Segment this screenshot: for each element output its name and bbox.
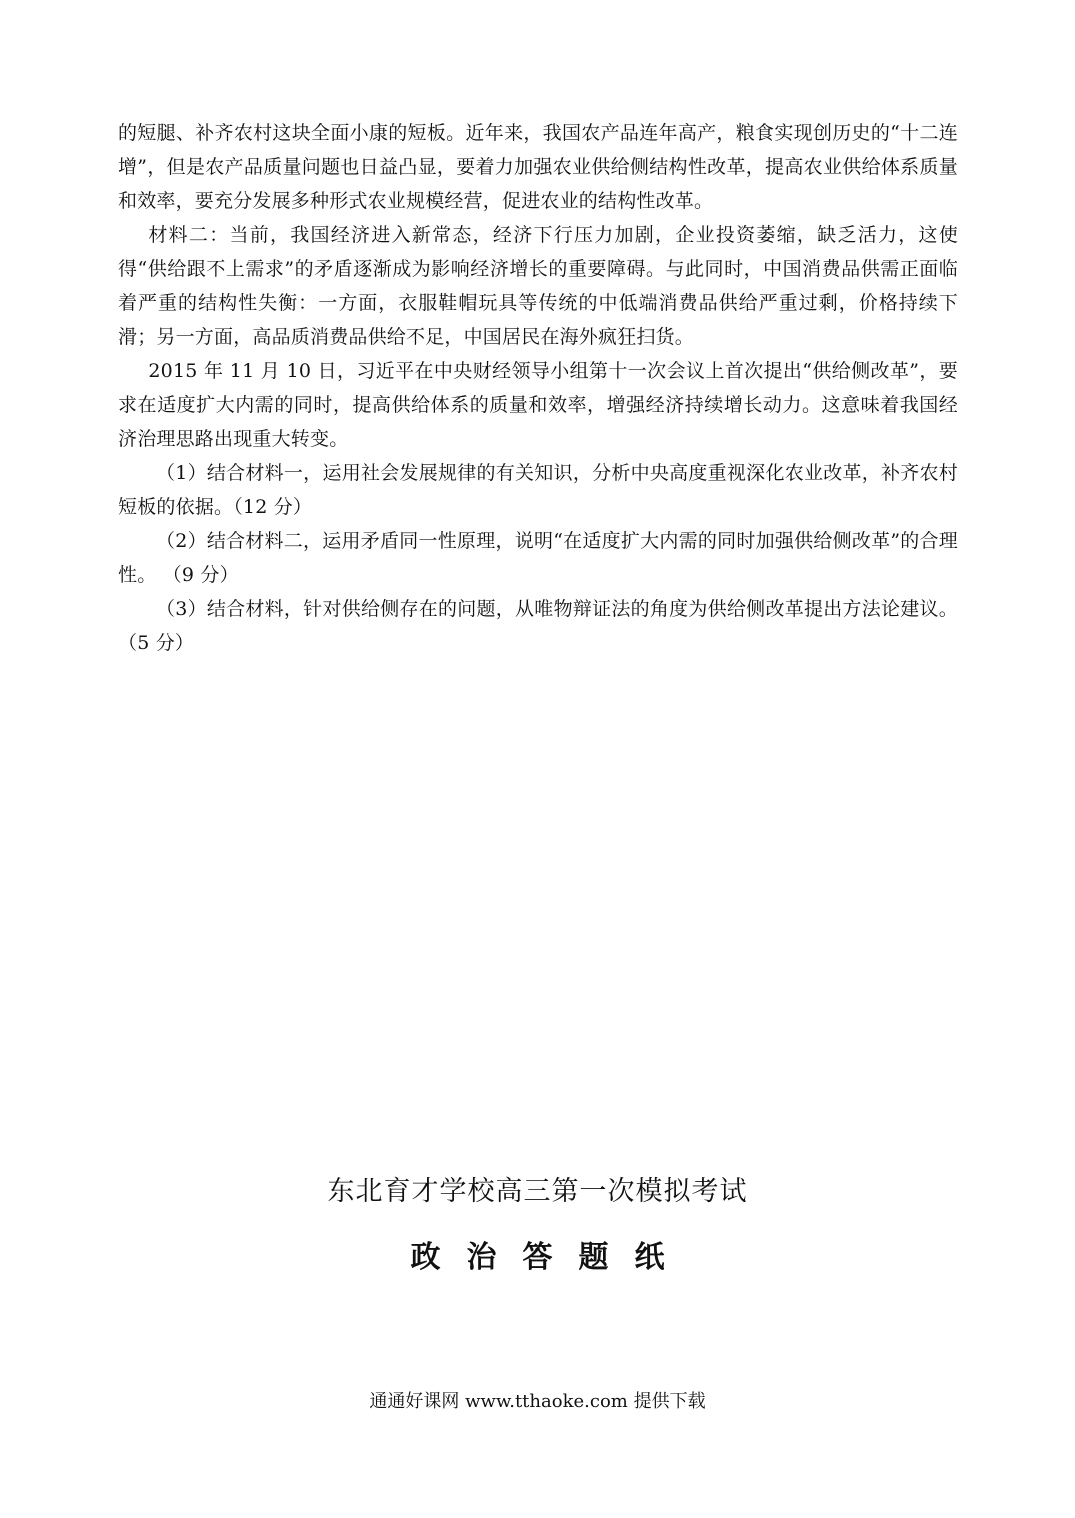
material-one-continuation: 的短腿、补齐农村这块全面小康的短板。近年来，我国农产品连年高产，粮食实现创历史的“十二连增”，但是农产品质量问题也日益凸显，要着力加强农业供给侧结构性改革，提高农业供给体系质量和效率，要充分发展多种形式农业规模经营，促进农业的结构性改革。 (118, 122, 958, 212)
exam-title: 东北育才学校高三第一次模拟考试 (327, 1176, 748, 1207)
answer-sheet-title: 政治答题纸 (410, 1240, 691, 1275)
material-two-paragraph: 材料二：当前，我国经济进入新常态，经济下行压力加剧，企业投资萎缩，缺乏活力，这使得“供给跟不上需求”的矛盾逐渐成为影响经济增长的重要障碍。与此同时，中国消费品供需正面临着严重的结构性失衡：一方面，衣服鞋帽玩具等传统的中低端消费品供给严重过剩，价格持续下滑；另一方面，高品质消费品供给不足，中国居民在海外疯狂扫货。 (118, 224, 958, 348)
download-footer: 通通好课网 www.tthaoke.com 提供下载 (369, 1391, 706, 1412)
question-1: （1）结合材料一，运用社会发展规律的有关知识，分析中央高度重视深化农业改革，补齐农村短板的依据。（12 分） (118, 462, 958, 518)
question-2: （2）结合材料二，运用矛盾同一性原理，说明“在适度扩大内需的同时加强供给侧改革”的合理性。 （9 分） (118, 530, 958, 586)
supply-side-reform-paragraph: 2015 年 11 月 10 日，习近平在中央财经领导小组第十一次会议上首次提出“供给侧改革”，要求在适度扩大内需的同时，提高供给体系的质量和效率，增强经济持续增长动力。这意味着我国经济治理思路出现重大转变。 (118, 360, 958, 450)
question-3: （3）结合材料，针对供给侧存在的问题，从唯物辩证法的角度为供给侧改革提出方法论建议。（5 分） (118, 598, 958, 654)
question-text-block (118, 116, 958, 660)
